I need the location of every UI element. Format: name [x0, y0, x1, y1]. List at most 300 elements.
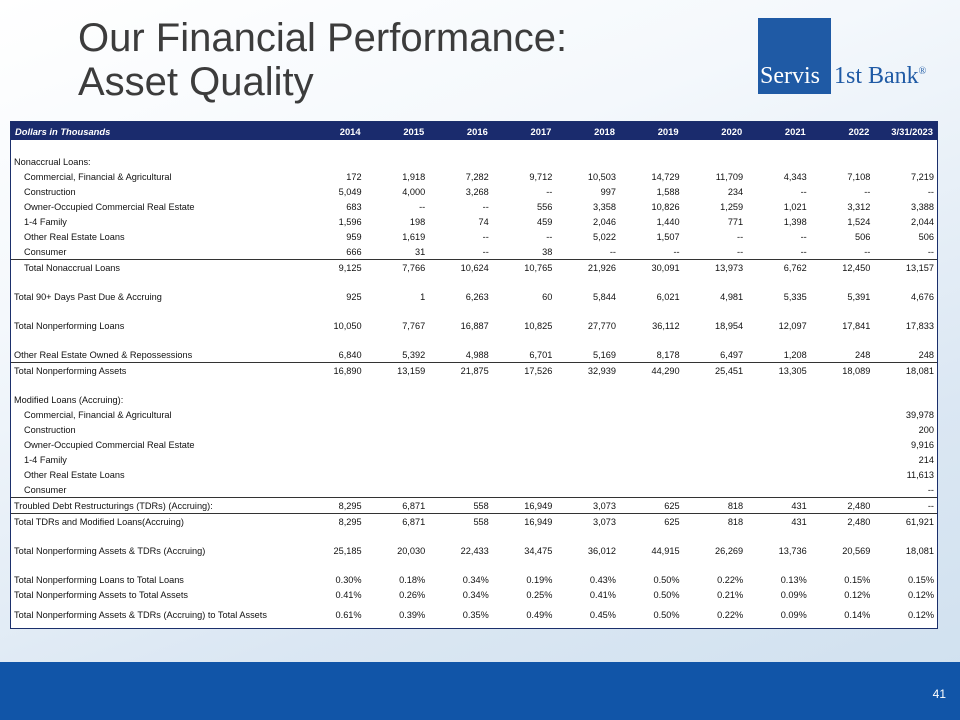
table-cell: [555, 407, 619, 422]
table-cell: 0.09%: [780, 589, 807, 600]
table-cell: 0.22%: [717, 574, 744, 585]
table-cell: [365, 529, 429, 543]
table-row: [11, 467, 937, 482]
table-cell: 0.13%: [780, 574, 807, 585]
table-row: [11, 572, 937, 587]
table-cell: [365, 467, 429, 482]
table-cell: 21,926: [587, 262, 616, 273]
table-cell: [619, 482, 683, 498]
header-column: 3/31/2023: [873, 122, 937, 140]
table-cell: [555, 378, 619, 392]
table-cell: 7,108: [847, 171, 871, 182]
table-cell: [683, 422, 747, 437]
table-cell: [746, 422, 810, 437]
table-cell: [365, 407, 429, 422]
table-cell: 10,825: [524, 320, 553, 331]
table-cell: 12,097: [778, 320, 807, 331]
row-label: 1-4 Family: [24, 216, 67, 227]
table-cell: [365, 304, 429, 318]
table-cell: 0.22%: [717, 610, 744, 620]
table-cell: 8,295: [301, 498, 365, 514]
header-column: 2022: [810, 122, 874, 140]
table-cell: 1,021: [783, 201, 807, 212]
table-cell: 771: [727, 216, 744, 227]
table-cell: 959: [346, 231, 362, 242]
table-cell: --: [800, 231, 807, 242]
table-cell: 36,112: [652, 320, 680, 331]
table-cell: [301, 452, 365, 467]
table-cell: [810, 452, 874, 467]
footer-bar: [0, 662, 960, 720]
table-cell: 16,890: [333, 365, 362, 376]
table-cell: 4,343: [783, 171, 807, 182]
table-cell: [365, 437, 429, 452]
row-label: [11, 275, 301, 289]
table-cell: 8,295: [338, 516, 362, 527]
table-cell: [683, 529, 747, 543]
row-label: [11, 558, 301, 572]
header-column: 2021: [746, 122, 810, 140]
table-cell: [683, 378, 747, 392]
table-cell: [683, 467, 747, 482]
table-cell: 7,767: [402, 320, 426, 331]
row-label: Consumer: [11, 244, 301, 260]
table-cell: [619, 333, 683, 347]
table-cell: 9,916: [911, 439, 934, 450]
row-label: Total Nonperforming Loans to Total Loans: [14, 574, 184, 585]
table-cell: --: [683, 244, 747, 260]
row-label: Construction: [24, 424, 76, 435]
table-cell: 200: [918, 424, 934, 435]
table-cell: 1,619: [402, 231, 426, 242]
table-cell: 18,081: [905, 365, 934, 376]
logo-rest-text: 1st Bank: [834, 63, 919, 89]
row-label: Troubled Debt Restructurings (TDRs) (Accruing):: [11, 498, 301, 514]
table-cell: [555, 275, 619, 289]
table-cell: 0.45%: [589, 610, 616, 620]
table-row: [11, 154, 937, 169]
table-cell: 0.12%: [844, 589, 871, 600]
table-cell: 3,388: [911, 201, 934, 212]
table-cell: 0.15%: [907, 574, 934, 585]
table-cell: [428, 275, 492, 289]
table-cell: --: [800, 186, 807, 197]
slide-title: [78, 16, 567, 104]
table-cell: [492, 392, 556, 407]
table-cell: 625: [619, 498, 683, 514]
table-cell: 0.41%: [335, 589, 362, 600]
table-cell: 6,762: [783, 262, 807, 273]
header-column: 2019: [619, 122, 683, 140]
table-cell: 13,736: [778, 545, 807, 556]
row-label: Construction: [24, 186, 76, 197]
table-cell: --: [873, 244, 937, 260]
table-cell: 4,000: [402, 186, 426, 197]
table-cell: 20,030: [397, 545, 426, 556]
table-cell: 0.41%: [589, 589, 616, 600]
table-cell: 5,392: [365, 347, 429, 363]
table-cell: [619, 452, 683, 467]
table-cell: 61,921: [905, 516, 934, 527]
table-cell: 0.15%: [844, 574, 871, 585]
table-header-row: [11, 122, 937, 140]
table-cell: [683, 452, 747, 467]
table-cell: [365, 140, 429, 154]
table-cell: 74: [478, 216, 489, 227]
table-cell: 34,475: [524, 545, 553, 556]
table-cell: 558: [428, 498, 492, 514]
table-cell: 0.34%: [462, 589, 489, 600]
header-column: 2014: [301, 122, 365, 140]
table-cell: [746, 378, 810, 392]
table-cell: 11,613: [906, 469, 934, 480]
table-row: [11, 260, 937, 276]
table-cell: [428, 437, 492, 452]
table-cell: 1,918: [402, 171, 426, 182]
table-cell: 172: [346, 171, 362, 182]
table-cell: [492, 304, 556, 318]
header-column: 2015: [365, 122, 429, 140]
table-cell: 3,073: [555, 498, 619, 514]
table-cell: 1,398: [783, 216, 807, 227]
table-cell: 558: [473, 516, 489, 527]
table-cell: [873, 140, 937, 154]
table-cell: [619, 467, 683, 482]
header-column: 2016: [428, 122, 492, 140]
table-cell: [301, 392, 365, 407]
table-cell: [683, 392, 747, 407]
table-cell: 1,259: [720, 201, 744, 212]
table-cell: 10,826: [651, 201, 680, 212]
header-column: 2020: [683, 122, 747, 140]
table-cell: 0.50%: [653, 610, 680, 620]
table-cell: 39,978: [905, 409, 934, 420]
table-row: [11, 482, 937, 498]
table-cell: [619, 437, 683, 452]
table-cell: [746, 437, 810, 452]
table-cell: [428, 154, 492, 169]
table-cell: 0.30%: [335, 574, 362, 585]
table-cell: [428, 482, 492, 498]
table-cell: [555, 437, 619, 452]
table-cell: 3,312: [847, 201, 871, 212]
servisfirst-bank-logo: [758, 18, 926, 94]
header-column: 2018: [555, 122, 619, 140]
table-cell: [301, 482, 365, 498]
table-cell: [873, 529, 937, 543]
table-cell: 818: [727, 516, 744, 527]
table-cell: [619, 154, 683, 169]
table-row: [11, 347, 937, 363]
table-cell: 9,125: [338, 262, 362, 273]
row-label: Other Real Estate Owned & Repossessions: [11, 347, 301, 363]
row-label: Consumer: [11, 482, 301, 498]
table-row: [11, 407, 937, 422]
table-cell: [746, 452, 810, 467]
table-cell: [365, 154, 429, 169]
table-cell: [428, 333, 492, 347]
table-cell: [810, 154, 874, 169]
table-cell: [555, 422, 619, 437]
table-cell: 0.09%: [780, 610, 807, 620]
header-label: Dollars in Thousands: [11, 122, 301, 140]
table-cell: 198: [409, 216, 426, 227]
row-label: Owner-Occupied Commercial Real Estate: [24, 201, 195, 212]
table-cell: [683, 154, 747, 169]
table-cell: 0.39%: [399, 610, 426, 620]
table-cell: 1,507: [656, 231, 680, 242]
table-row: [11, 333, 937, 347]
table-cell: [428, 529, 492, 543]
row-label: Total Nonperforming Assets to Total Assets: [14, 589, 188, 600]
table-cell: 5,169: [555, 347, 619, 363]
table-cell: [810, 422, 874, 437]
table-cell: 4,988: [428, 347, 492, 363]
table-cell: 36,012: [587, 545, 616, 556]
table-row: [11, 184, 937, 199]
page-number: 41: [932, 687, 946, 701]
logo-registered-mark: ®: [918, 66, 927, 77]
table-cell: [619, 140, 683, 154]
table-cell: 11,709: [715, 171, 744, 182]
table-cell: --: [419, 201, 426, 212]
table-cell: [555, 154, 619, 169]
table-row: [11, 558, 937, 572]
table-cell: 44,915: [651, 545, 680, 556]
table-cell: 10,765: [524, 262, 553, 273]
table-cell: 818: [683, 498, 747, 514]
table-cell: 8,178: [619, 347, 683, 363]
table-cell: [365, 392, 429, 407]
table-cell: [428, 407, 492, 422]
table-cell: 666: [301, 244, 365, 260]
table-cell: 17,833: [905, 320, 934, 331]
row-label: [11, 378, 301, 392]
table-cell: --: [864, 186, 871, 197]
table-cell: [619, 529, 683, 543]
table-row: [11, 318, 937, 333]
table-cell: [746, 467, 810, 482]
table-cell: [301, 529, 365, 543]
table-cell: [555, 558, 619, 572]
logo-box: Servis: [758, 18, 831, 94]
table-cell: [746, 154, 810, 169]
row-label: [11, 304, 301, 318]
table-cell: 0.12%: [907, 610, 934, 620]
table-cell: 0.61%: [335, 610, 362, 620]
table-row: [11, 437, 937, 452]
table-cell: 0.35%: [462, 610, 489, 620]
table-cell: [301, 275, 365, 289]
table-cell: [810, 275, 874, 289]
table-cell: --: [546, 186, 553, 197]
table-row: [11, 378, 937, 392]
row-label: Modified Loans (Accruing):: [14, 394, 124, 405]
table-cell: [873, 304, 937, 318]
table-cell: 248: [873, 347, 937, 363]
table-cell: 6,497: [683, 347, 747, 363]
table-cell: [619, 378, 683, 392]
table-row: [11, 140, 937, 154]
table-cell: [555, 140, 619, 154]
table-cell: [746, 558, 810, 572]
table-cell: [555, 452, 619, 467]
table-cell: 6,840: [301, 347, 365, 363]
table-cell: 16,887: [460, 320, 489, 331]
table-cell: 16,949: [492, 498, 556, 514]
table-cell: [683, 304, 747, 318]
row-label: Other Real Estate Loans: [24, 231, 125, 242]
table-cell: 625: [664, 516, 680, 527]
table-cell: [873, 378, 937, 392]
table-cell: --: [482, 231, 489, 242]
table-row: [11, 422, 937, 437]
table-cell: [301, 378, 365, 392]
table-cell: 431: [791, 516, 807, 527]
table-cell: [810, 467, 874, 482]
table-cell: 30,091: [651, 262, 680, 273]
table-cell: 459: [537, 216, 553, 227]
table-cell: [873, 333, 937, 347]
table-cell: [365, 482, 429, 498]
table-cell: 6,871: [365, 498, 429, 514]
table-row: [11, 244, 937, 260]
table-cell: 25,451: [715, 365, 744, 376]
table-cell: 0.19%: [526, 574, 553, 585]
table-row: [11, 514, 937, 530]
table-cell: [365, 275, 429, 289]
table-cell: 248: [810, 347, 874, 363]
table-cell: [365, 378, 429, 392]
slide-title-line1: Our Financial Performance:: [78, 16, 568, 60]
table-cell: [810, 392, 874, 407]
table-cell: 1: [420, 291, 426, 302]
table-cell: [492, 333, 556, 347]
table-cell: 14,729: [651, 171, 680, 182]
table-cell: [555, 392, 619, 407]
table-row: [11, 602, 937, 628]
row-label: Owner-Occupied Commercial Real Estate: [24, 439, 195, 450]
table-cell: 20,569: [842, 545, 871, 556]
table-cell: [810, 304, 874, 318]
table-cell: 21,875: [460, 365, 489, 376]
table-row: [11, 543, 937, 558]
table-cell: [746, 392, 810, 407]
table-cell: [492, 422, 556, 437]
table-cell: 17,841: [842, 320, 871, 331]
table-cell: [873, 558, 937, 572]
table-cell: 16,949: [524, 516, 553, 527]
table-cell: [810, 378, 874, 392]
table-cell: 10,050: [333, 320, 362, 331]
slide-title-line2: Asset Quality: [78, 60, 314, 104]
table-cell: [428, 392, 492, 407]
table-cell: [683, 558, 747, 572]
table-cell: [555, 467, 619, 482]
table-row: [11, 392, 937, 407]
table-cell: [746, 529, 810, 543]
table-row: [11, 529, 937, 543]
table-cell: [810, 140, 874, 154]
table-cell: [746, 482, 810, 498]
header-column: 2017: [492, 122, 556, 140]
table-cell: [428, 378, 492, 392]
table-cell: [428, 558, 492, 572]
table-cell: 7,219: [911, 171, 934, 182]
table-cell: [428, 140, 492, 154]
table-cell: 17,526: [524, 365, 553, 376]
table-cell: 38: [492, 244, 556, 260]
table-cell: [492, 407, 556, 422]
table-cell: [365, 558, 429, 572]
table-cell: [810, 407, 874, 422]
row-label: Total Nonaccrual Loans: [24, 262, 121, 273]
table-cell: [492, 467, 556, 482]
table-row: [11, 214, 937, 229]
table-cell: 22,433: [460, 545, 489, 556]
table-cell: --: [737, 231, 744, 242]
table-cell: 7,282: [465, 171, 489, 182]
table-cell: [365, 452, 429, 467]
table-cell: 1,208: [746, 347, 810, 363]
table-cell: [492, 140, 556, 154]
table-cell: 27,770: [587, 320, 616, 331]
table-cell: [555, 304, 619, 318]
table-cell: --: [555, 244, 619, 260]
table-cell: [365, 333, 429, 347]
table-cell: [492, 558, 556, 572]
table-cell: [301, 304, 365, 318]
table-cell: [555, 529, 619, 543]
table-row: [11, 289, 937, 304]
table-cell: 0.34%: [462, 574, 489, 585]
table-cell: 10,624: [460, 262, 489, 273]
table-cell: 0.21%: [717, 589, 744, 600]
table-cell: 7,766: [402, 262, 426, 273]
table-cell: [428, 422, 492, 437]
table-cell: [492, 482, 556, 498]
table-cell: 2,044: [911, 216, 934, 227]
table-cell: 9,712: [529, 171, 553, 182]
row-label: Total Nonperforming Assets: [14, 365, 127, 376]
table-cell: [619, 407, 683, 422]
table-cell: [873, 392, 937, 407]
table-cell: [619, 392, 683, 407]
table-cell: --: [546, 231, 553, 242]
table-cell: 6,871: [402, 516, 426, 527]
table-row: [11, 498, 937, 514]
table-cell: [619, 558, 683, 572]
table-cell: 5,844: [592, 291, 616, 302]
table-cell: 5,049: [338, 186, 362, 197]
table-cell: 5,335: [783, 291, 807, 302]
table-cell: --: [428, 244, 492, 260]
table-cell: [492, 437, 556, 452]
table-cell: [428, 304, 492, 318]
table-cell: 12,450: [842, 262, 871, 273]
row-label: Commercial, Financial & Agricultural: [24, 171, 172, 182]
table-cell: 5,391: [847, 291, 871, 302]
table-cell: 556: [537, 201, 553, 212]
table-cell: [301, 154, 365, 169]
table-cell: 3,268: [465, 186, 489, 197]
table-cell: [746, 140, 810, 154]
table-cell: 4,981: [720, 291, 744, 302]
row-label: [11, 529, 301, 543]
table-cell: 1,596: [338, 216, 362, 227]
table-cell: 18,089: [842, 365, 871, 376]
table-cell: [810, 558, 874, 572]
